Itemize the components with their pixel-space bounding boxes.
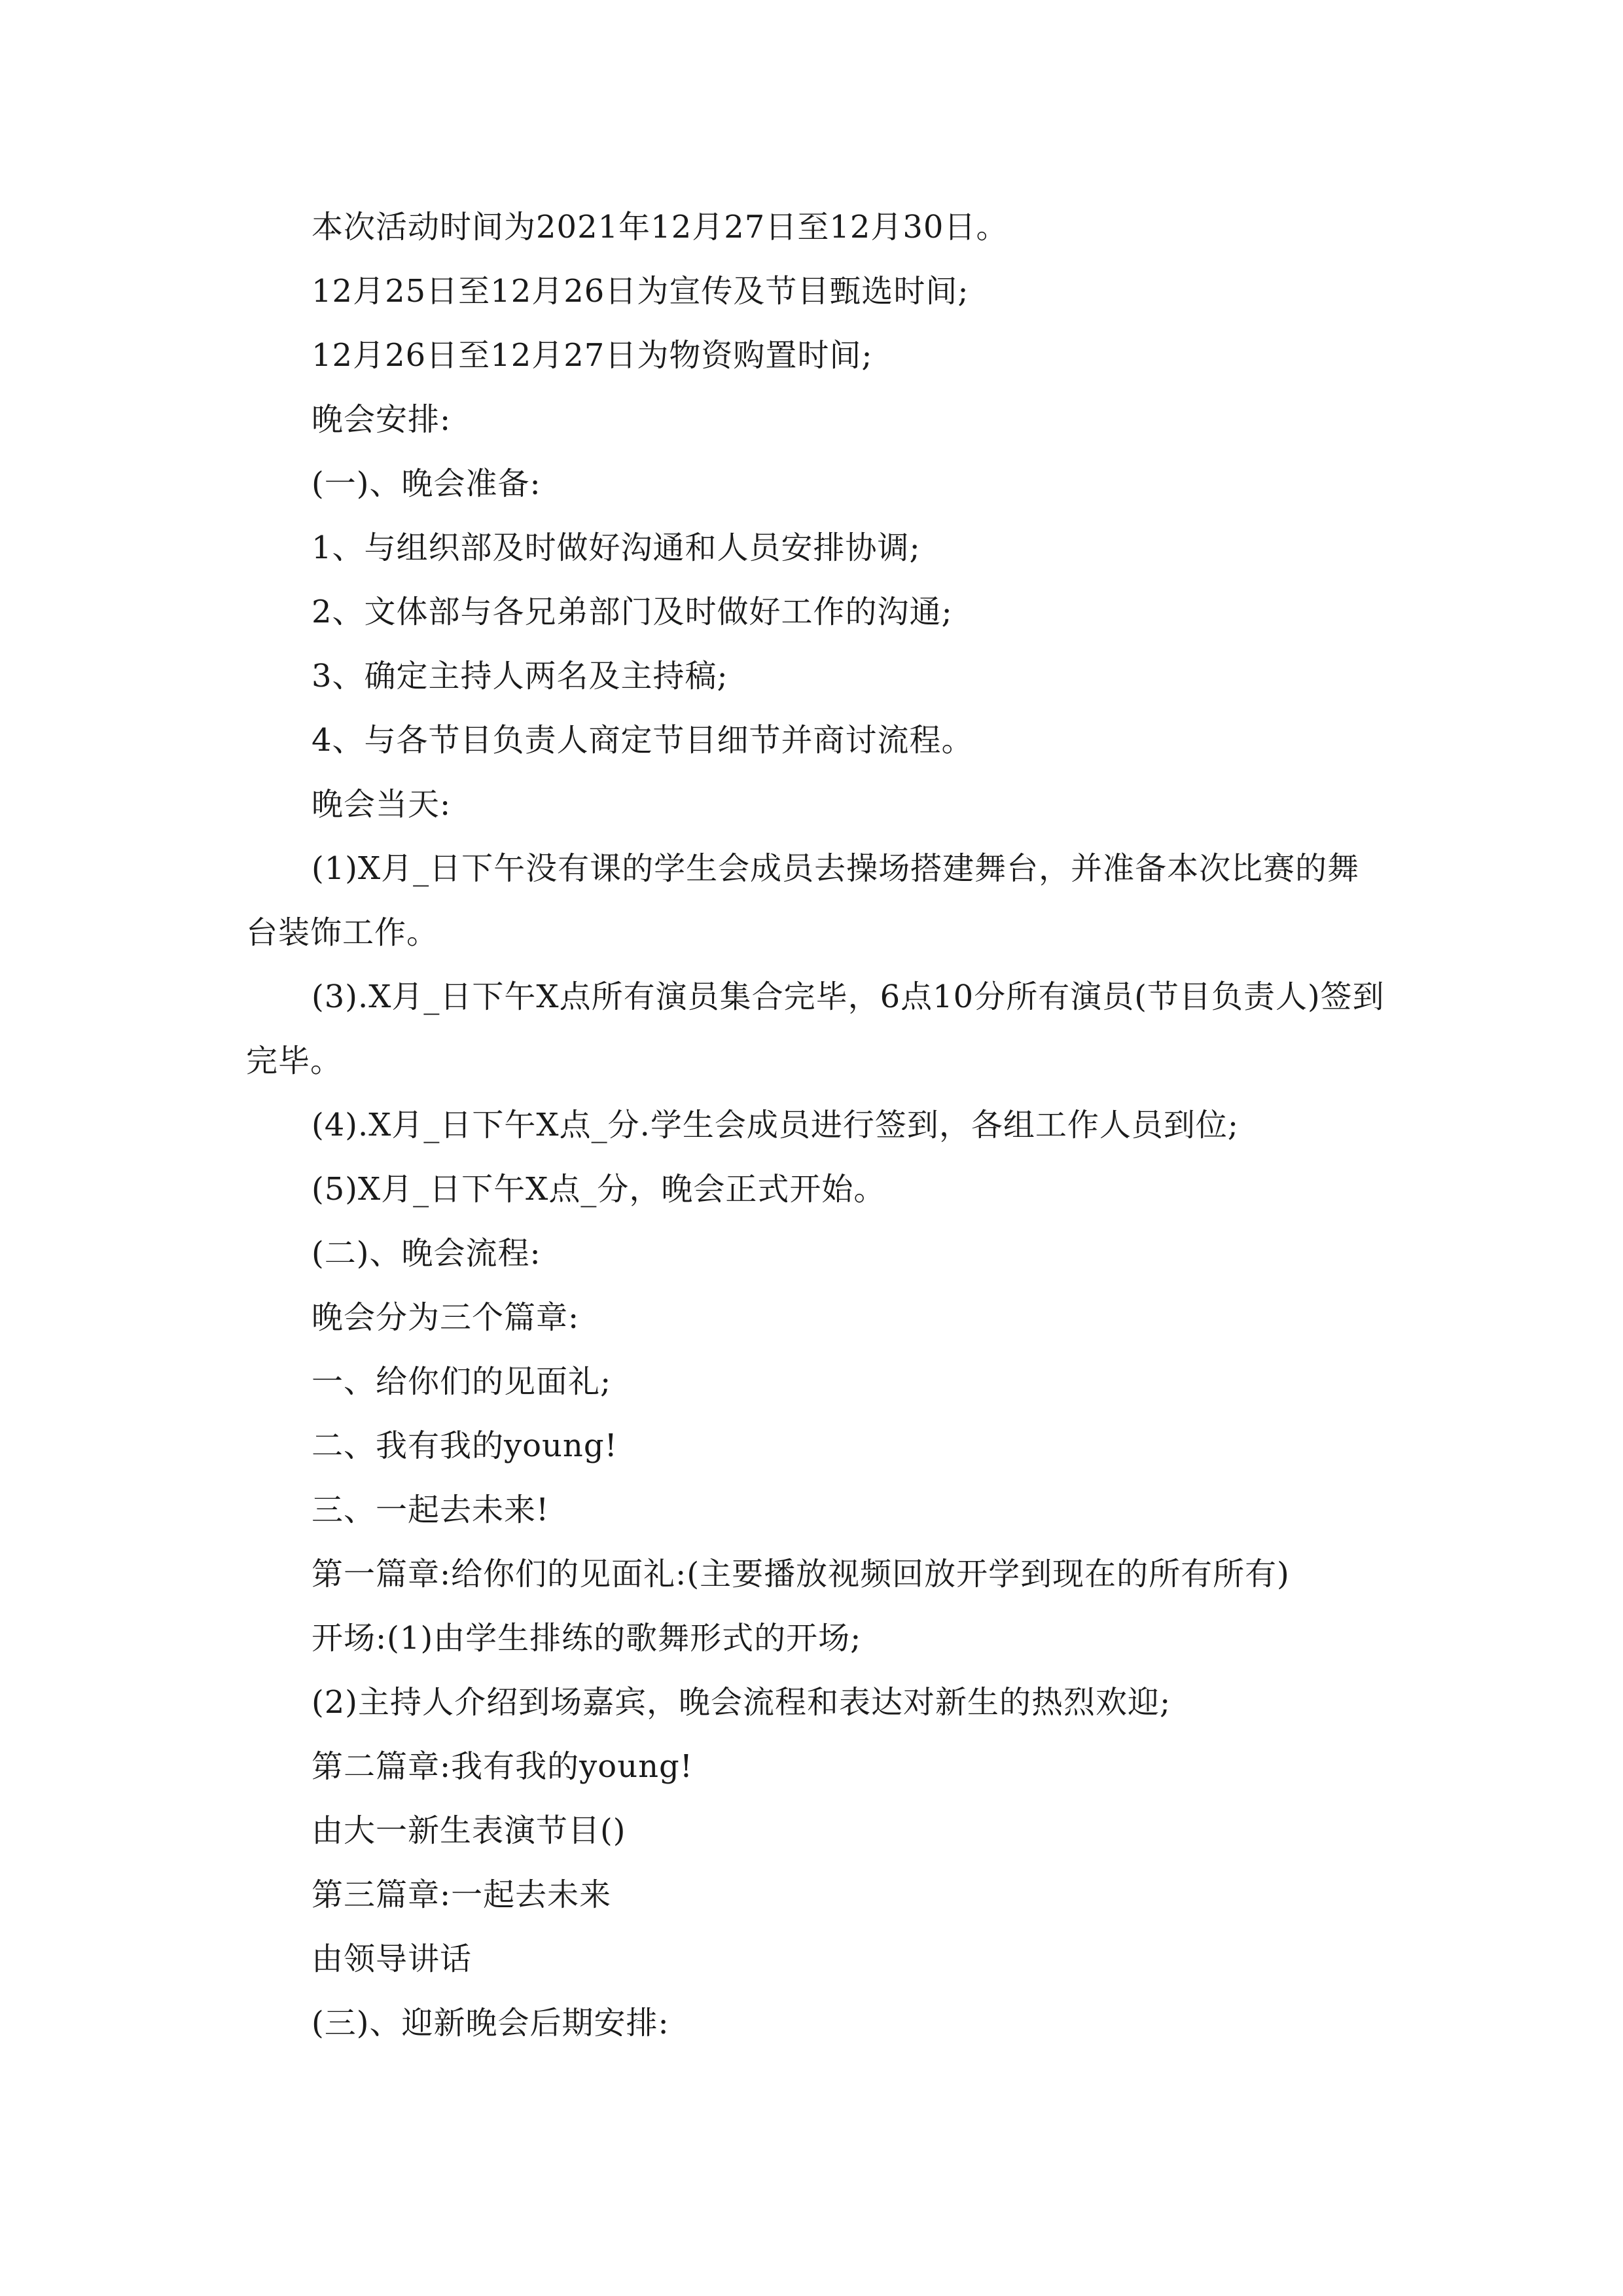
- list-item-prep-2: 2、文体部与各兄弟部门及时做好工作的沟通;: [312, 594, 953, 630]
- paragraph-chapter-1-detail: 第一篇章:给你们的见面礼:(主要播放视频回放开学到现在的所有所有): [312, 1556, 1290, 1592]
- list-item-prep-3: 3、确定主持人两名及主持稿;: [312, 658, 728, 694]
- list-item-chapter-2: 二、我有我的young!: [312, 1427, 618, 1464]
- heading-party-arrangement: 晚会安排:: [312, 401, 452, 438]
- paragraph-leader-speech: 由领导讲话: [312, 1941, 473, 1977]
- heading-party-day: 晚会当天:: [312, 786, 452, 823]
- paragraph-chapter-3-detail: 第三篇章:一起去未来: [312, 1876, 612, 1913]
- list-item-day-3: (3).X月_日下午X点所有演员集合完毕，6点10分所有演员(节目负责人)签到完毕。: [246, 978, 1385, 1079]
- heading-party-process: (二)、晚会流程:: [312, 1235, 541, 1272]
- list-item-day-1: (1)X月_日下午没有课的学生会成员去操场搭建舞台，并准备本次比赛的舞台装饰工作。: [246, 850, 1360, 951]
- list-item-chapter-3: 三、一起去未来!: [312, 1492, 550, 1528]
- heading-post-party: (三)、迎新晚会后期安排:: [312, 2005, 669, 2041]
- paragraph-opening-2: (2)主持人介绍到场嘉宾，晚会流程和表达对新生的热烈欢迎;: [312, 1684, 1171, 1721]
- document-body: [246, 195, 1385, 2055]
- list-item-day-5: (5)X月_日下午X点_分，晚会正式开始。: [312, 1171, 886, 1208]
- list-item-prep-1: 1、与组织部及时做好沟通和人员安排协调;: [312, 529, 921, 566]
- paragraph-chapter-2-detail: 第二篇章:我有我的young!: [312, 1748, 694, 1785]
- paragraph-purchase-time: 12月26日至12月27日为物资购置时间;: [312, 337, 873, 374]
- heading-party-preparation: (一)、晚会准备:: [312, 465, 541, 502]
- list-item-day-4: (4).X月_日下午X点_分.学生会成员进行签到，各组工作人员到位;: [312, 1107, 1240, 1143]
- paragraph-freshman-performance: 由大一新生表演节目(): [312, 1812, 626, 1849]
- paragraph-opening-1: 开场:(1)由学生排练的歌舞形式的开场;: [312, 1620, 862, 1657]
- paragraph-activity-time: 本次活动时间为2021年12月27日至12月30日。: [312, 209, 1008, 245]
- paragraph-promotion-time: 12月25日至12月26日为宣传及节目甄选时间;: [312, 273, 969, 310]
- list-item-chapter-1: 一、给你们的见面礼;: [312, 1363, 612, 1400]
- paragraph-three-chapters: 晚会分为三个篇章:: [312, 1299, 580, 1336]
- list-item-prep-4: 4、与各节目负责人商定节目细节并商讨流程。: [312, 722, 974, 759]
